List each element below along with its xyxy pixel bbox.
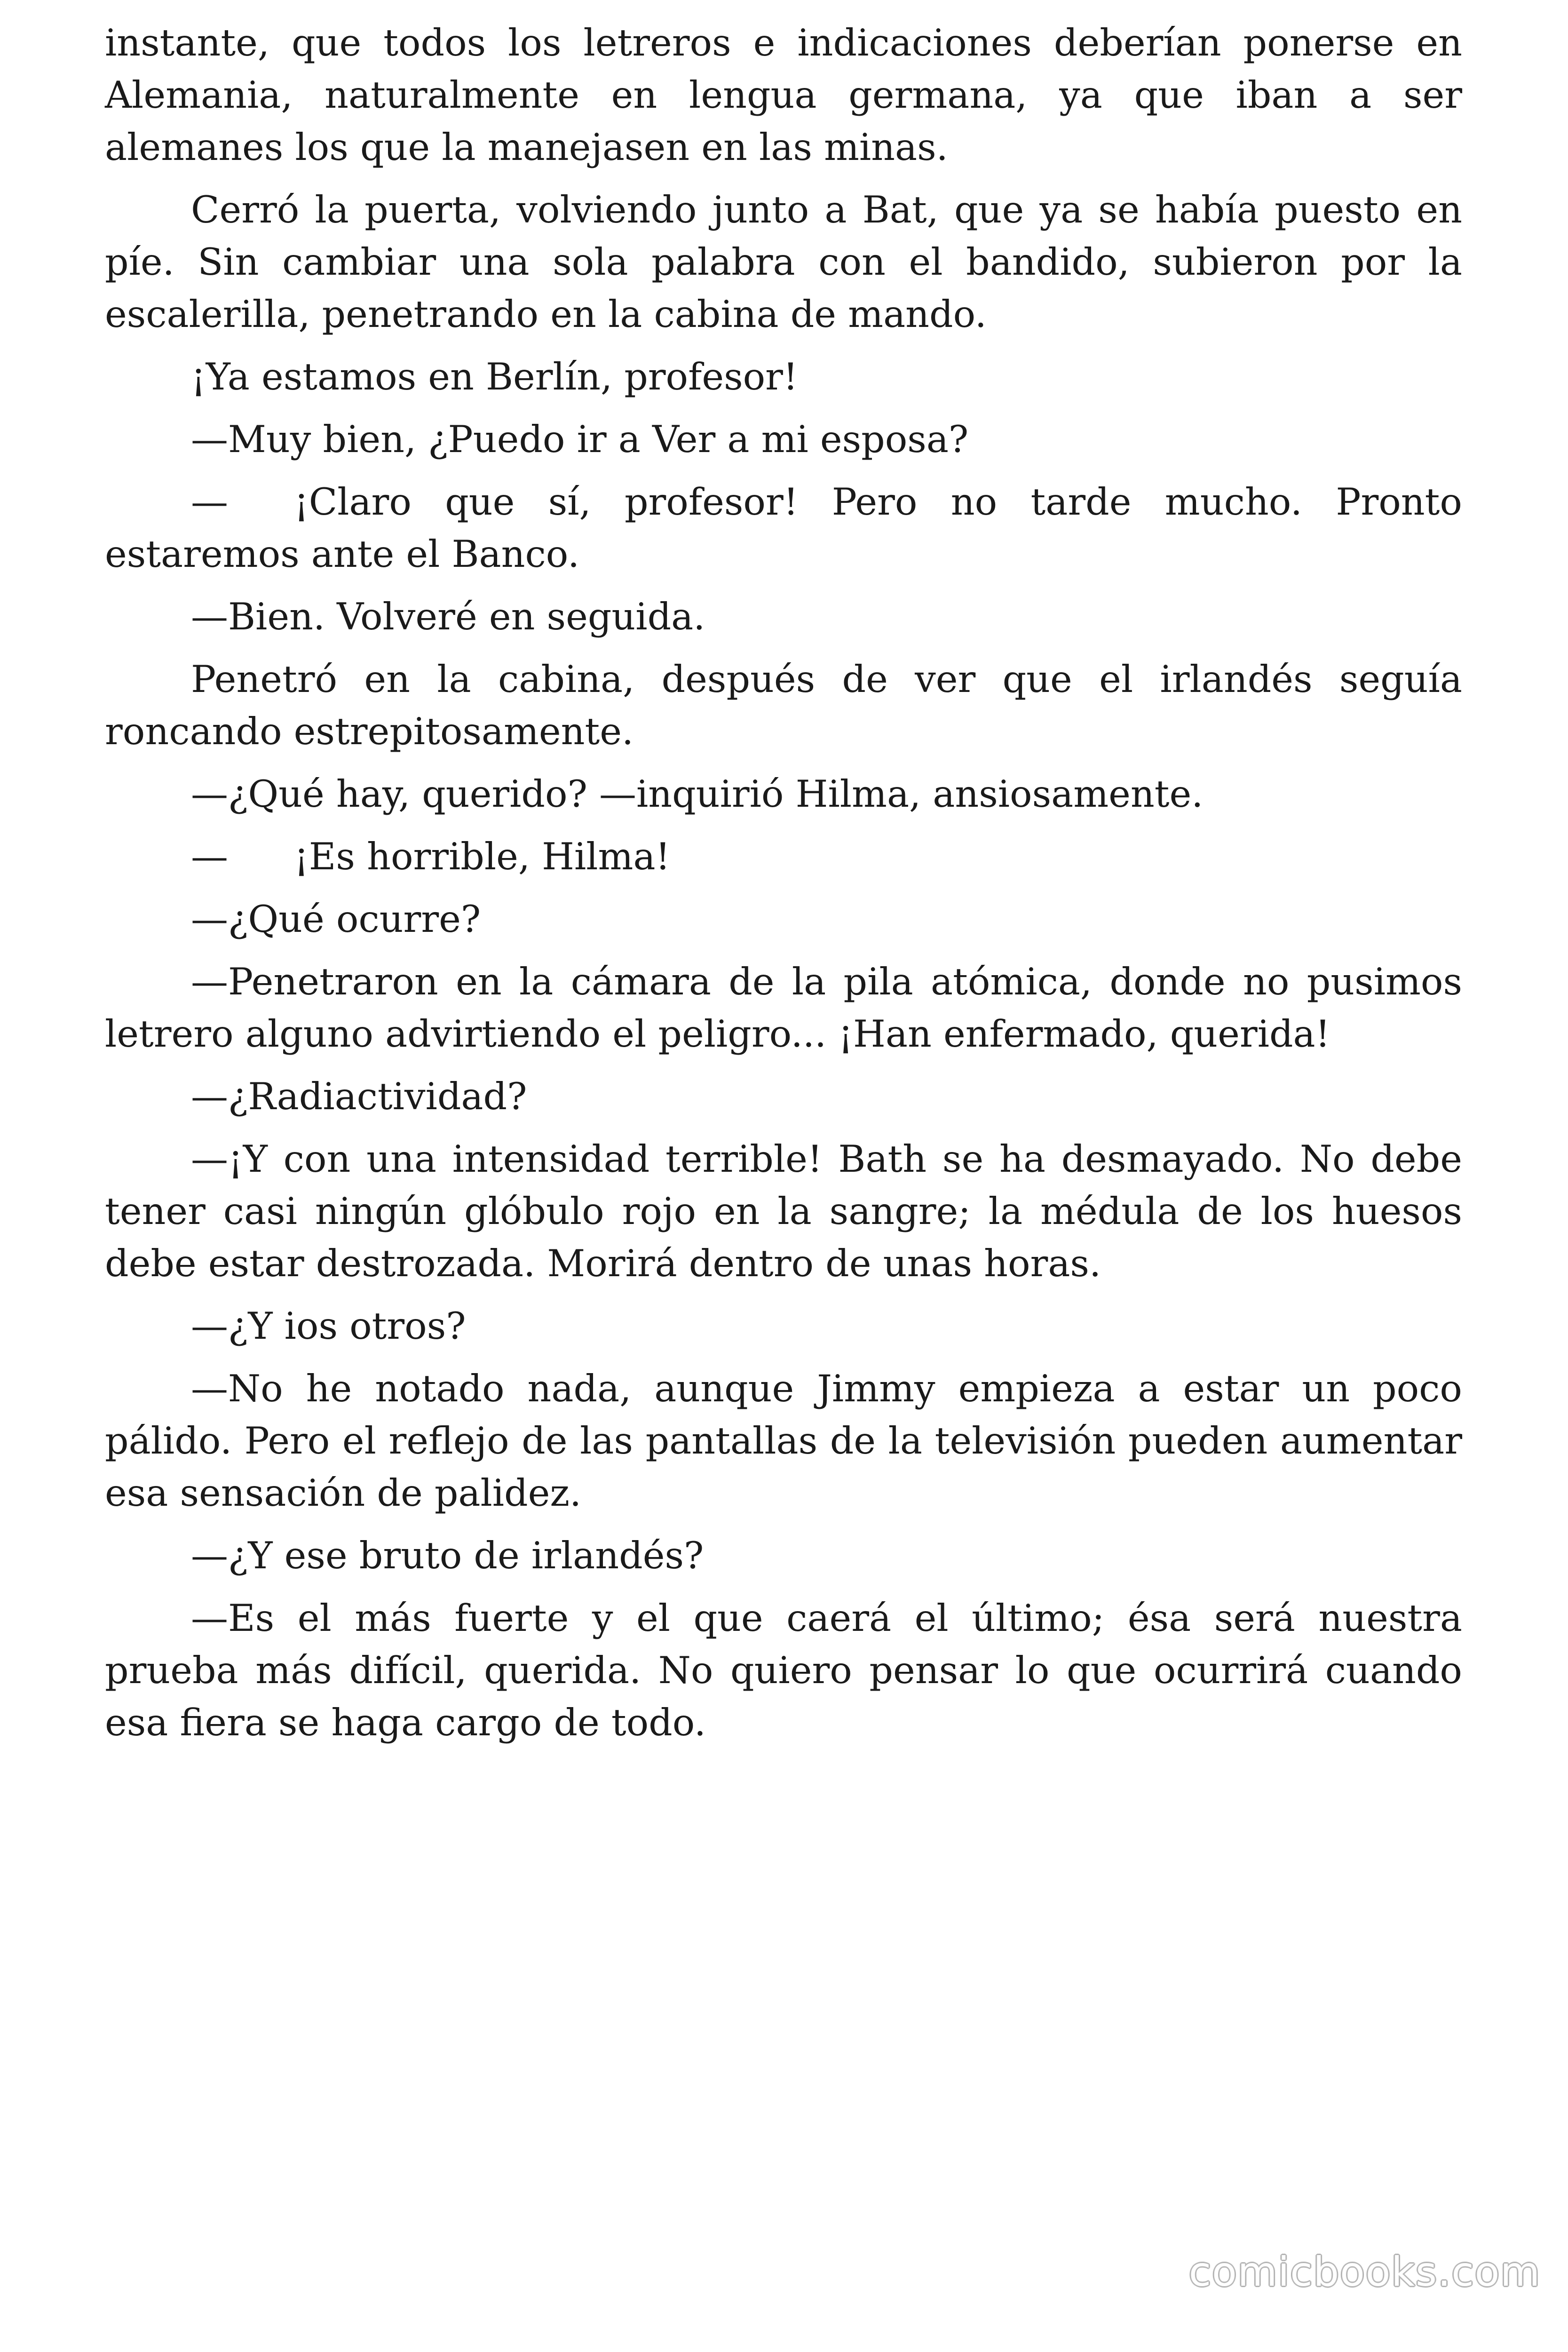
paragraph-dialogue: —¿Qué hay, querido? —inquirió Hilma, ansiosamente. (191, 772, 1204, 816)
paragraph-dialogue (105, 476, 1462, 580)
dialogue-text: ¡Es horrible, Hilma! (294, 835, 671, 878)
paragraph-narration: Penetró en la cabina, después de ver que el irlandés seguía roncando estrepitosamente. (105, 658, 1462, 753)
paragraph-dialogue: —Penetraron en la cámara de la pila atómica, donde no pusimos letrero alguno advirtiendo el peligro... ¡Han enfermado, querida! (105, 960, 1462, 1056)
paragraph-dialogue: —¿Radiactividad? (191, 1075, 527, 1118)
paragraph-dialogue: —Muy bien, ¿Puedo ir a Ver a mi esposa? (191, 418, 969, 461)
page-text (105, 17, 1462, 1759)
paragraph-dialogue: —No he notado nada, aunque Jimmy empieza a estar un poco pálido. Pero el reflejo de las pantallas de la televisión pueden aumentar esa sensación de palidez. (105, 1367, 1462, 1515)
paragraph-dialogue (105, 831, 1462, 883)
watermark-logo: comicbooks.com (1188, 2249, 1541, 2296)
paragraph-dialogue: —¡Y con una intensidad terrible! Bath se ha desmayado. No debe tener casi ningún glóbulo rojo en la sangre; la médula de los huesos debe estar destrozada. Morirá dentro de unas horas. (105, 1137, 1462, 1285)
paragraph-dialogue: —¿Qué ocurre? (191, 898, 481, 941)
paragraph-narration: Cerró la puerta, volviendo junto a Bat, que ya se había puesto en píe. Sin cambiar una sola palabra con el bandido, subieron por la escalerilla, penetrando en la cabina de mando. (105, 188, 1462, 336)
dialogue-text: ¡Claro que sí, profesor! Pero no tarde mucho. Pronto estaremos ante el Banco. (105, 480, 1462, 576)
dialogue-dash: — (191, 835, 228, 878)
paragraph-dialogue: —Bien. Volveré en seguida. (191, 595, 705, 638)
paragraph-dialogue: —¿Y ios otros? (191, 1304, 466, 1348)
paragraph-dialogue: ¡Ya estamos en Berlín, profesor! (191, 355, 798, 398)
dialogue-dash: — (191, 480, 228, 524)
paragraph-dialogue: —¿Y ese bruto de irlandés? (191, 1534, 704, 1577)
paragraph-continuation: instante, que todos los letreros e indicaciones deberían ponerse en Alemania, naturalmente en lengua germana, ya que iban a ser alemanes los que la manejasen en las minas. (105, 21, 1462, 169)
paragraph-dialogue: —Es el más fuerte y el que caerá el último; ésa será nuestra prueba más difícil, querida. No quiero pensar lo que ocurrirá cuando esa fiera se haga cargo de todo. (105, 1597, 1462, 1744)
